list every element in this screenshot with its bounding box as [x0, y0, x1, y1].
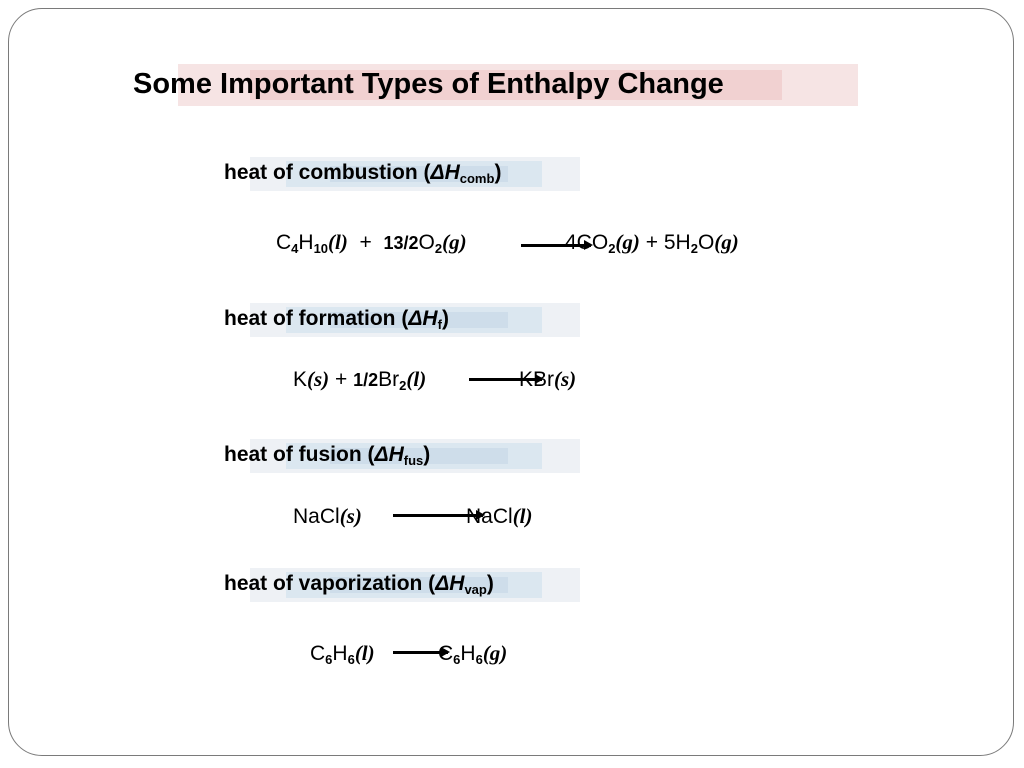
heading-formation [224, 307, 449, 332]
formula-subscript: 6 [453, 652, 461, 667]
state-symbol: (g) [615, 230, 640, 254]
equation-fusion-products [466, 504, 533, 529]
formula-subscript: 2 [608, 241, 616, 256]
equation-formation-products [519, 367, 576, 392]
heading-close: ) [494, 161, 502, 184]
coefficient: 1/2 [353, 370, 379, 390]
formula-subscript: 10 [313, 241, 329, 256]
state-symbol: (g) [714, 230, 739, 254]
state-symbol: (l) [406, 367, 427, 391]
state-symbol: (l) [354, 641, 375, 665]
formula-text: H [460, 642, 476, 665]
plus-sign: + [347, 231, 384, 254]
heading-subscript: vap [464, 582, 487, 597]
heading-subscript: f [437, 317, 442, 332]
state-symbol: (l) [328, 230, 348, 254]
delta-h-symbol: ΔH [408, 307, 438, 330]
formula-text: + 5H [639, 231, 691, 254]
formula-text: O [418, 231, 435, 254]
formula-text: Br [378, 368, 400, 391]
formula-text: KBr [519, 368, 555, 391]
delta-h-symbol: ΔH [374, 443, 404, 466]
heading-combustion [224, 161, 501, 186]
state-symbol: (g) [442, 230, 467, 254]
heading-text: heat of fusion ( [224, 443, 375, 466]
formula-text: H [332, 642, 348, 665]
heading-text: heat of combustion ( [224, 161, 431, 184]
formula-subscript: 6 [347, 652, 355, 667]
formula-text: K [293, 368, 308, 391]
equation-combustion-reactants [276, 230, 467, 256]
equation-combustion-products [565, 230, 739, 256]
heading-vaporization [224, 572, 494, 597]
delta-h-symbol: ΔH [430, 161, 460, 184]
heading-subscript: comb [459, 171, 495, 186]
formula-subscript: 2 [434, 241, 443, 256]
equation-vaporization-reactants [310, 641, 375, 667]
formula-subscript: 2 [690, 241, 698, 256]
formula-text: C [310, 642, 326, 665]
state-symbol: (s) [339, 504, 362, 528]
heading-text: heat of formation ( [224, 307, 409, 330]
formula-text: 4CO [565, 231, 609, 254]
state-symbol: (l) [512, 504, 533, 528]
heading-close: ) [441, 307, 449, 330]
state-symbol: (s) [307, 367, 330, 391]
formula-subscript: 6 [325, 652, 333, 667]
formula-text: C [438, 642, 454, 665]
formula-text: C [276, 231, 292, 254]
heading-close: ) [486, 572, 494, 595]
slide-frame [8, 8, 1014, 756]
formula-text: NaCl [293, 505, 340, 528]
formula-text: H [298, 231, 314, 254]
heading-close: ) [423, 443, 431, 466]
coefficient: 13/2 [383, 233, 419, 253]
plus-sign: + [329, 368, 354, 391]
state-symbol: (g) [482, 641, 508, 665]
slide-title: Some Important Types of Enthalpy Change [133, 68, 724, 100]
state-symbol: (s) [554, 367, 577, 391]
formula-text: NaCl [466, 505, 513, 528]
equation-fusion-reactants [293, 504, 362, 529]
heading-text: heat of vaporization ( [224, 572, 436, 595]
formula-subscript: 4 [291, 241, 299, 256]
formula-subscript: 2 [399, 378, 407, 393]
equation-formation-reactants [293, 367, 426, 393]
formula-text: O [697, 231, 715, 254]
formula-subscript: 6 [475, 652, 483, 667]
heading-fusion [224, 443, 430, 468]
delta-h-symbol: ΔH [435, 572, 465, 595]
equation-vaporization-products [438, 641, 507, 667]
heading-subscript: fus [403, 453, 424, 468]
